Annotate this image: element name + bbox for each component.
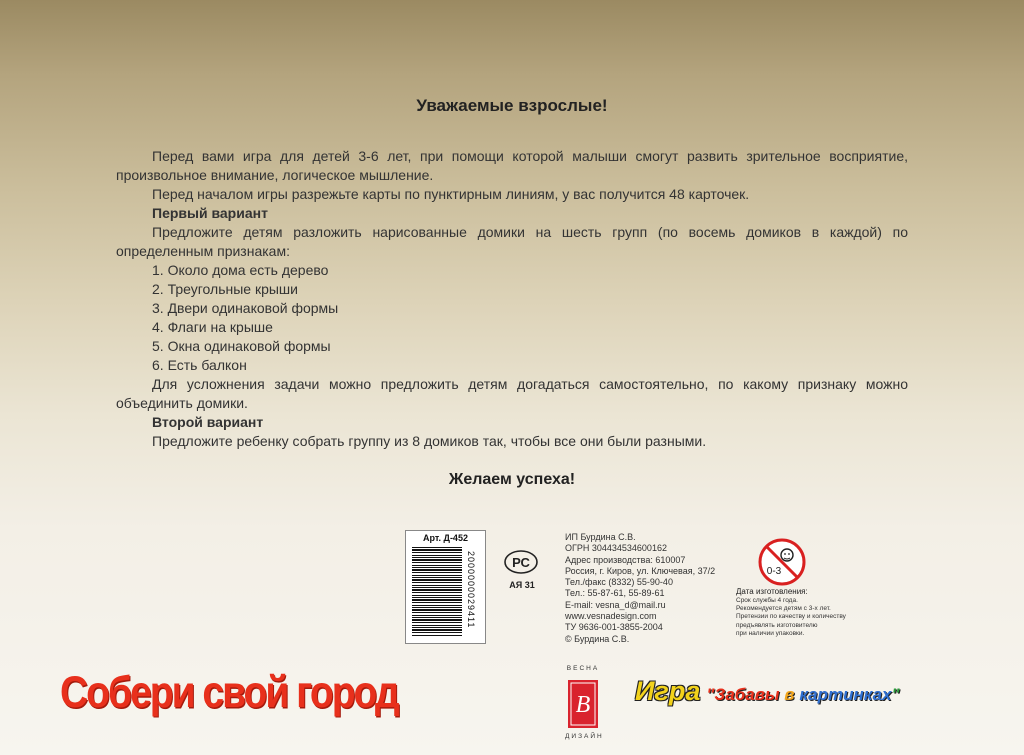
- instructions-text: [116, 147, 908, 451]
- logo-letter-icon: [568, 680, 598, 728]
- prep-paragraph: Перед началом игры разрежьте карты по пунктирным линиям, у вас получится 48 карточек.: [152, 186, 750, 202]
- manufacturer-info: [565, 532, 715, 645]
- production-line: при наличии упаковки.: [736, 629, 805, 637]
- manufacturer-line: ТУ 9636-001-3855-2004: [565, 622, 663, 633]
- age-range-label: 0-3: [766, 566, 782, 577]
- production-line: Рекомендуется детям с 3-х лет.: [736, 605, 831, 613]
- manufacturer-line: ИП Бурдина С.В.: [565, 532, 636, 542]
- manufacturer-line: Тел./факс (8332) 55-90-40: [565, 577, 673, 588]
- intro-paragraph: Перед вами игра для детей 3-6 лет, при помощи которой малыши смогут развить зрительное восприятие, произвольное внимание, логическое мышление.: [116, 148, 908, 183]
- complication-paragraph: Для усложнения задачи можно предложить детям догадаться самостоятельно, по какому признаку можно объединить домики.: [116, 376, 908, 411]
- series-prefix: Игра: [635, 676, 701, 706]
- series-name: "Забавы в картинках": [706, 685, 900, 704]
- variant2-paragraph: Предложите ребенку собрать группу из 8 домиков так, чтобы все они были разными.: [152, 433, 707, 449]
- production-line: предъявлять изготовителю: [736, 621, 818, 629]
- criteria-item: 3. Двери одинаковой формы: [152, 300, 339, 316]
- age-restriction-icon: [757, 537, 807, 587]
- rst-certification-icon: [503, 549, 539, 575]
- criteria-item: 1. Около дома есть дерево: [152, 262, 329, 278]
- manufacturer-line: www.vesnadesign.com: [565, 611, 657, 622]
- criteria-item: 5. Окна одинаковой формы: [152, 338, 331, 354]
- production-info: [736, 587, 846, 638]
- manufacturer-line: © Бурдина С.В.: [565, 633, 630, 644]
- page-heading: Уважаемые взрослые!: [416, 96, 608, 115]
- manufacturer-line: E-mail: vesna_d@mail.ru: [565, 599, 666, 610]
- variant1-title: Первый вариант: [152, 205, 268, 221]
- criteria-item: 2. Треугольные крыши: [152, 281, 298, 297]
- certification-code: АЯ 31: [509, 580, 535, 590]
- publisher-logo: [565, 665, 604, 745]
- logo-top-text: ВЕСНА: [566, 665, 600, 672]
- closing-wish: Желаем успеха!: [448, 471, 576, 488]
- product-title: Собери свой город: [60, 668, 398, 718]
- manufacturer-line: Тел.: 55-87-61, 55-89-61: [565, 588, 665, 599]
- manufacturer-line: Адрес производства: 610007: [565, 554, 686, 565]
- production-title: Дата изготовления:: [736, 587, 808, 596]
- manufacturer-line: ОГРН 304434534600162: [565, 543, 667, 554]
- article-number: Арт. Д-452: [423, 533, 468, 543]
- barcode-label: [405, 530, 486, 644]
- criteria-item: 6. Есть балкон: [152, 357, 247, 373]
- variant2-title: Второй вариант: [152, 414, 264, 430]
- logo-bottom-text: ДИЗАЙН: [565, 733, 604, 740]
- svg-text:РС: РС: [512, 555, 530, 570]
- logo-letter: В: [575, 692, 591, 718]
- barcode-icon: [412, 547, 462, 637]
- criteria-item: 4. Флаги на крыше: [152, 319, 273, 335]
- variant1-paragraph: Предложите детям разложить нарисованные домики на шесть групп (по восемь домиков в каждой) по определенным признакам:: [116, 224, 908, 259]
- production-line: Срок службы 4 года.: [736, 597, 798, 604]
- production-line: Претензии по качеству и количеству: [736, 613, 846, 621]
- manufacturer-line: Россия, г. Киров, ул. Ключевая, 37/2: [565, 565, 716, 576]
- barcode-number: 2000000029411: [466, 551, 476, 629]
- series-title: [635, 676, 900, 707]
